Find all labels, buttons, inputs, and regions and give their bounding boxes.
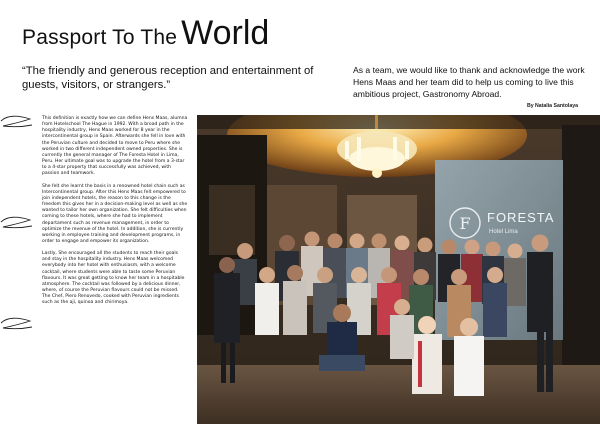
article-body — [42, 116, 188, 313]
acknowledgement-text: As a team, we would like to thank and acknowledge the work Hens Maas and her team did to help us coming to live this ambitious project, Gastronomy Abroad. — [353, 65, 585, 99]
sign-sub-text: Hotel Lima — [489, 229, 518, 235]
scribble-icon — [0, 213, 34, 233]
title-main: World — [181, 14, 270, 52]
scribble-icon — [0, 112, 34, 132]
group-photo — [197, 115, 600, 424]
body-paragraph: She felt she learnt the basis in a renowned hotel chain such as Intercontinental group. After this Hens Maas felt empowered to join independent hotels, the reason to this change is the freedom this gives her in a decision-making level as well as she wanted to tailor her own organization. She felt difficulties when coming to these hotels, where she had to implement departament such as revenue management, in order to optimize the revenue of the hotel. In addition, she is currently working in employee training and development programs, in order to engage and empower its organization. — [42, 183, 188, 244]
body-paragraph: Lastly, She encouraged all the students to reach their goals and stay in the hospitality industry. Hens Maas welcomed everybody into her hotel with enthusiasm, with a welcome cocktail, where students were able to taste some Peruvian flavours. It was great getting to know her team in a hospitable atmosphere. The cocktail was followed by a delicious dinner, where, of course the Peruvian flavours could not be missed. The Chef, Piero Renovedo, cooked with Peruvian ingredients such as the aji, quinoa and chirimoya. — [42, 251, 185, 306]
sign-main-text: FORESTA — [487, 210, 555, 225]
title-prefix: Passport To The — [22, 26, 178, 49]
group-photo-illustration — [197, 115, 600, 424]
page-title — [22, 14, 269, 53]
pull-quote: “The friendly and generous reception and entertainment of guests, visitors, or strangers.” — [22, 65, 314, 91]
body-paragraph: This definition is exactly how we can define Hens Maas, alumna from Hotelschool The Hague in 1992. With a broad path in the hospitality industry, Hens Maas worked for 8 year in the intercontinental group in Spain. Afterwards she fell in love with the Peruvian culture and decided to move to Peru where she worked in two different independent owned properties. She is currently the general manager of The Foresta Hotel in Lima, Peru. Her ultimate goal was to upgrade the hotel from a 3-star to a 4-star property that successfully was achieved, with passion and teamwork. — [42, 116, 188, 177]
scribble-icon — [0, 314, 34, 334]
sign-emblem: F — [459, 214, 471, 233]
author-byline: By Natalia Santolaya — [526, 103, 578, 109]
